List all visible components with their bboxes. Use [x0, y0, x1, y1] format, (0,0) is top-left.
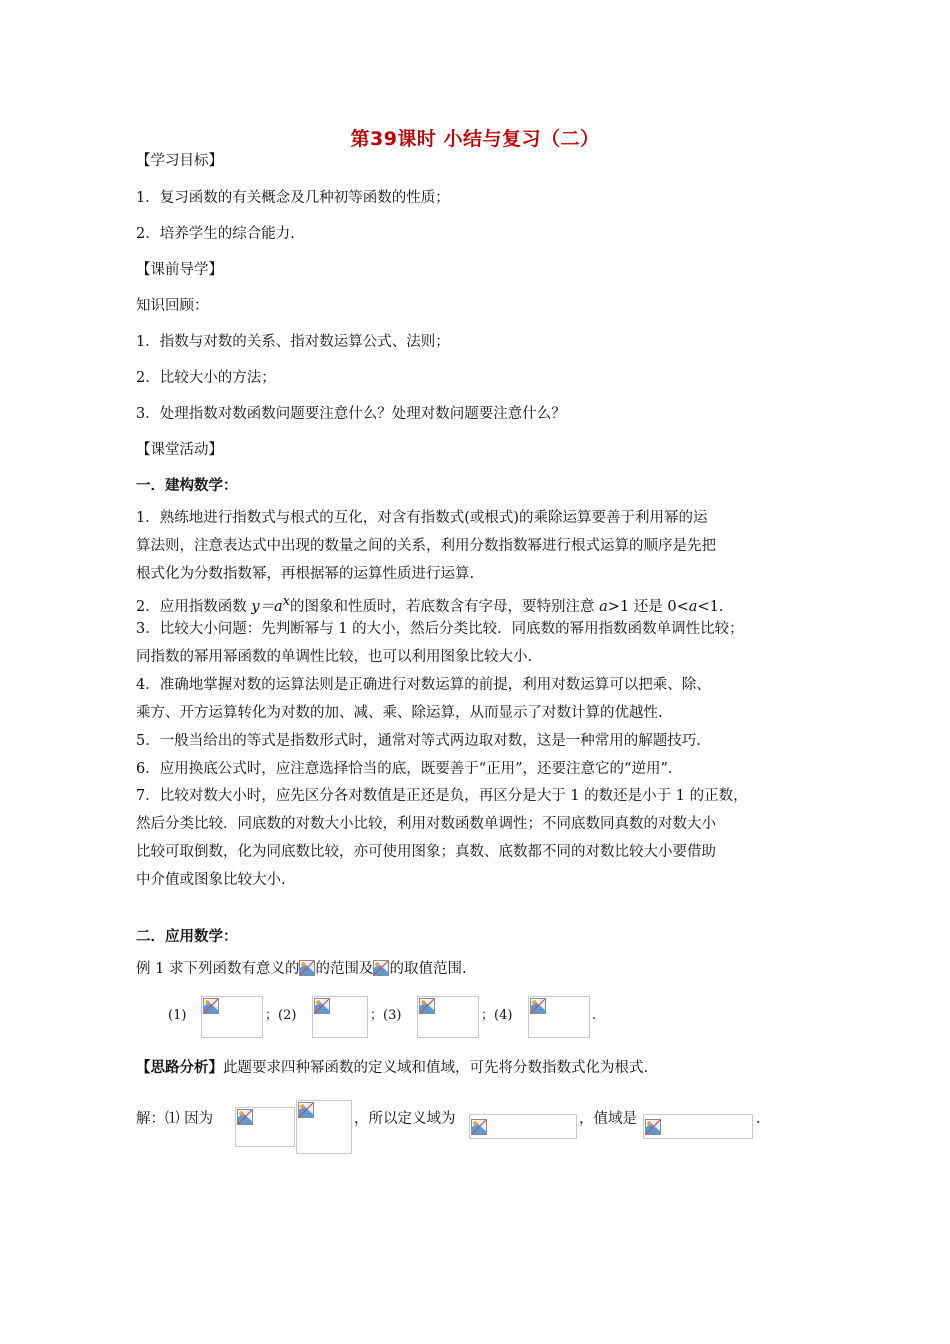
analysis-paragraph: 【思路分析】此题要求四种幂函数的定义域和值域，可先将分数指数式化为根式.: [136, 1059, 649, 1076]
preview-subheading: 知识回顾：: [136, 298, 209, 314]
formula-image-placeholder: [528, 996, 590, 1038]
broken-image-icon: [299, 960, 315, 976]
paragraph-line: 6．应用换底公式时，应注意选择恰当的底，既要善于“正用”，还要注意它的“逆用”．: [136, 761, 683, 777]
objective-item: 1．复习函数的有关概念及几种初等函数的性质；: [136, 190, 450, 206]
paragraph-line: 比较可取倒数，化为同底数比较，亦可使用图象；真数、底数都不同的对数比较大小要借助: [136, 844, 716, 860]
paragraph-line: 4．准确地掌握对数的运算法则是正确进行对数运算的前提，利用对数运算可以把乘、除、: [136, 677, 711, 693]
broken-image-icon: [373, 960, 389, 976]
section-heading-apply: 二．应用数学：: [136, 928, 238, 945]
broken-image-icon: [530, 998, 546, 1014]
solution-text: ，所以定义域为: [354, 1111, 456, 1127]
formula-image-placeholder: [417, 996, 479, 1038]
objective-item: 2．培养学生的综合能力.: [136, 226, 295, 242]
item-label: (1): [168, 1008, 187, 1023]
solution-text: .: [756, 1111, 761, 1127]
broken-image-icon: [237, 1109, 253, 1125]
paragraph-line: 根式化为分数指数幂，再根据幂的运算性质进行运算.: [136, 566, 475, 582]
solution-text: 解：⑴ 因为: [136, 1111, 214, 1127]
paragraph-line: 7．比较对数大小时，应先区分各对数值是正还是负，再区分是大于 1 的数还是小于 1 的正数，: [136, 788, 748, 804]
example-1: 例 1 求下列函数有意义的 的范围及 的取值范围.: [136, 961, 467, 977]
section-heading-construct: 一．建构数学：: [136, 477, 238, 494]
paragraph-line: 同指数的幂用幂函数的单调性比较，也可以利用图象比较大小.: [136, 649, 533, 665]
broken-image-icon: [298, 1102, 314, 1118]
formula-image-placeholder: [469, 1114, 577, 1139]
broken-image-icon: [419, 998, 435, 1014]
analysis-label: 【思路分析】: [136, 1059, 223, 1076]
activity-heading: 【课堂活动】: [136, 442, 223, 458]
broken-image-icon: [645, 1119, 661, 1135]
paragraph-line: 5．一般当给出的等式是指数形式时，通常对等式两边取对数，这是一种常用的解题技巧.: [136, 733, 701, 749]
preview-item: 3．处理指数对数函数问题要注意什么？处理对数问题要注意什么？: [136, 406, 566, 422]
item-label: ；(2): [265, 1008, 297, 1023]
paragraph-line: 算法则，注意表达式中出现的数量之间的关系，利用分数指数幂进行根式运算的顺序是先把: [136, 538, 716, 554]
formula-image-placeholder: [296, 1100, 352, 1154]
solution-text: ，值域是: [579, 1111, 637, 1127]
paragraph-line: 1．熟练地进行指数式与根式的互化，对含有指数式(或根式)的乘除运算要善于利用幂的运: [136, 510, 708, 526]
formula-image-placeholder: [201, 996, 263, 1038]
preview-item: 2．比较大小的方法；: [136, 370, 276, 386]
preview-heading: 【课前导学】: [136, 262, 223, 278]
page-title: 第39课时 小结与复习（二）: [350, 128, 600, 150]
item-label: ；(3): [370, 1008, 402, 1023]
paragraph-exponential: 2．应用指数函数 $y=a^x$的图象和性质时，若底数含有字母，要特别注意 a>1 还是 0<a<1.: [136, 594, 724, 615]
formula-image-placeholder: [643, 1114, 753, 1139]
broken-image-icon: [471, 1119, 487, 1135]
broken-image-icon: [314, 998, 330, 1014]
item-label: ；(4): [481, 1008, 513, 1023]
paragraph-line: 中介值或图象比较大小.: [136, 872, 286, 888]
formula-image-placeholder: [312, 996, 368, 1038]
paragraph-line: 3．比较大小问题：先判断幂与 1 的大小，然后分类比较．同底数的幂用指数函数单调性比较；: [136, 621, 744, 637]
paragraph-line: 然后分类比较．同底数的对数大小比较，利用对数函数单调性；不同底数同真数的对数大小: [136, 816, 716, 832]
paragraph-line: 乘方、开方运算转化为对数的加、减、乘、除运算，从而显示了对数计算的优越性.: [136, 705, 663, 721]
formula: y＝a: [251, 598, 283, 615]
objectives-heading: 【学习目标】: [136, 153, 223, 169]
preview-item: 1．指数与对数的关系、指对数运算公式、法则；: [136, 334, 450, 350]
broken-image-icon: [203, 998, 219, 1014]
formula-image-placeholder: [235, 1107, 295, 1147]
item-label: .: [592, 1008, 597, 1023]
